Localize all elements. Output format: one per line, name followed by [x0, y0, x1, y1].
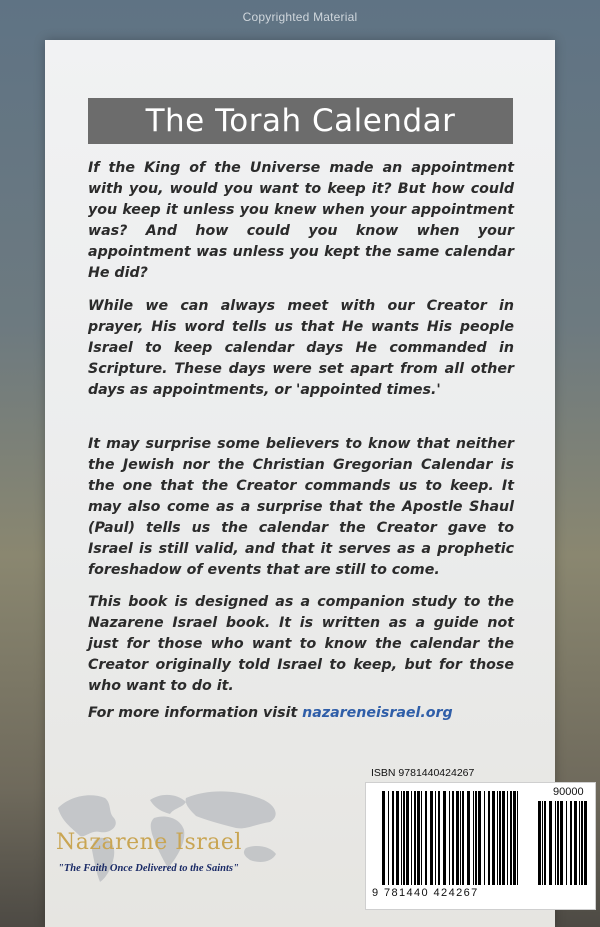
barcode — [365, 782, 596, 910]
back-cover-panel — [45, 40, 584, 927]
title-band — [88, 98, 513, 144]
barcode-digits: 9 781440 424267 — [372, 887, 479, 899]
barcode-price-code: 90000 — [553, 786, 584, 798]
more-info-line — [88, 703, 514, 724]
more-info-prefix: For more information visit — [88, 705, 303, 721]
logo-slogan: "The Faith Once Delivered to the Saints" — [58, 863, 239, 874]
website-link[interactable]: nazareneisrael.org — [302, 705, 453, 721]
book-title: The Torah Calendar — [145, 103, 456, 139]
logo-wordmark: Nazarene Israel — [56, 830, 242, 855]
blurb-paragraph-1: If the King of the Universe made an appointment with you, would you want to keep it? But how could you keep it unless you knew when your appointment was? And how could you know when your appointment was unless you kept the same calendar He did? — [88, 160, 514, 281]
publisher-logo — [50, 778, 300, 888]
blurb-paragraph-4: This book is designed as a companion study to the Nazarene Israel book. It is written as a guide not just for those who want to know the calendar the Creator originally told Israel to keep, but for those who want to do it. — [88, 594, 514, 694]
blurb-paragraph-3: It may surprise some believers to know that neither the Jewish nor the Christian Gregorian Calendar is the one that the Creator commands us to keep. It may also come as a surprise that the Apostle Shaul (Paul) tells us the calendar the Creator gave to Israel is still valid, and that it serves as a prophetic foreshadow of events that are still to come. — [88, 436, 514, 578]
blurb-paragraph-2: While we can always meet with our Creator in prayer, His word tells us that He wants His people Israel to keep calendar days He commanded in Scripture. These days were set apart from all other days as appointments, or 'appointed times.' — [88, 298, 514, 398]
isbn-label: ISBN 9781440424267 — [371, 767, 475, 779]
copyright-watermark: Copyrighted Material — [242, 10, 358, 24]
